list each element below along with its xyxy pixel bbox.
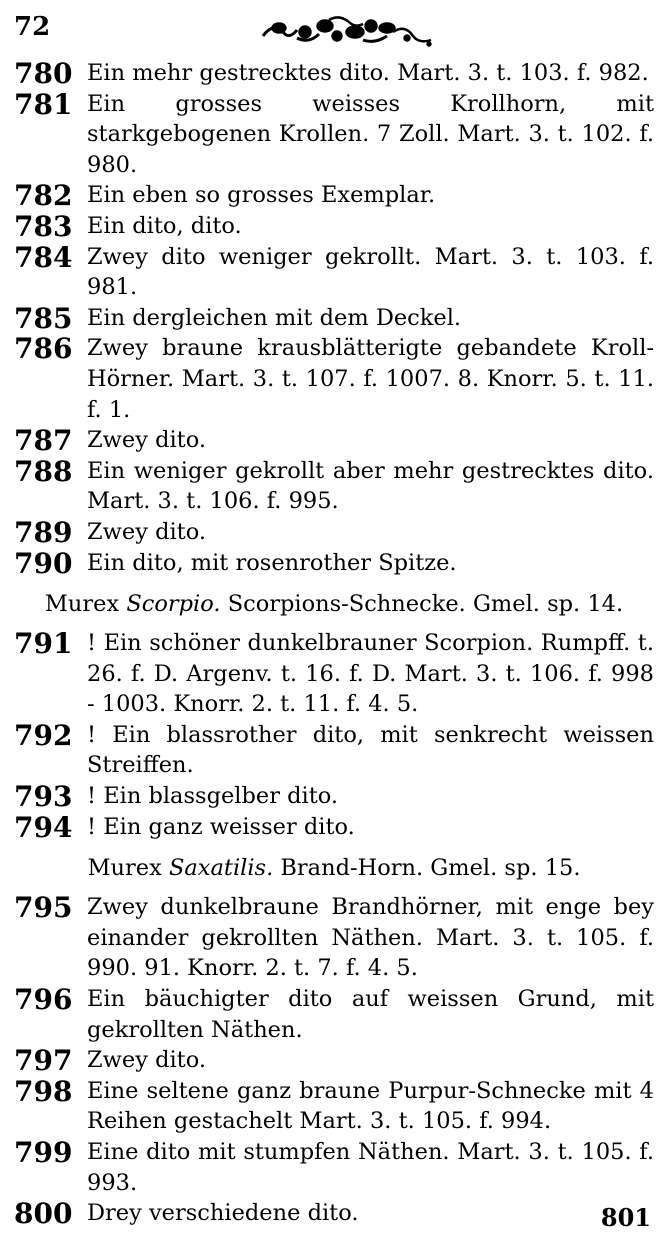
entry-number: 793 (14, 780, 73, 814)
catalogue-entry (14, 89, 654, 181)
entry-text: Zwey braune krausblätterigte gebandete Kroll-Hörner. Mart. 3. t. 107. f. 1007. 8. Knorr. 5. t. 11. f. 1. (87, 335, 654, 423)
entry-text: Ein dergleichen mit dem Deckel. (87, 304, 462, 331)
page-header (14, 2, 654, 50)
catalogue-entry (14, 892, 654, 984)
catalogue-entry (14, 58, 654, 89)
catchword: 801 (600, 1203, 651, 1232)
entry-number: 788 (14, 454, 73, 488)
section-genus: Murex (44, 591, 120, 618)
entry-text: Ein mehr gestrecktes dito. Mart. 3. t. 103. f. 982. (87, 60, 649, 86)
entry-text: Ein dito, mit rosenrother Spitze. (87, 549, 457, 576)
catalogue-entry (14, 180, 654, 211)
catalogue-entry (14, 1198, 654, 1229)
section-heading-scorpio (14, 589, 654, 619)
catalogue-entry (14, 720, 654, 781)
entry-text: Ein eben so grosses Exemplar. (87, 182, 436, 209)
entry-text: Zwey dito. (87, 518, 207, 545)
catalogue-entry (14, 812, 654, 843)
entry-text: ! Ein ganz weisser dito. (87, 813, 355, 840)
entry-number: 790 (14, 546, 73, 580)
entry-number: 781 (14, 87, 73, 121)
entry-text: ! Ein schöner dunkelbrauner Scorpion. Rumpff. t. 26. f. D. Argenv. t. 16. f. D. Mart. 3. t. 106. f. 998 - 1003. Knorr. 2. t. 11. f. 4. 5. (87, 630, 654, 718)
catalogue-entry (14, 1045, 654, 1076)
entry-text: Eine dito mit stumpfen Näthen. Mart. 3. t. 105. f. 993. (87, 1139, 654, 1196)
catalogue-entry (14, 781, 654, 812)
entry-text: ! Ein blassrother dito, mit senkrecht weissen Streiffen. (87, 721, 654, 779)
catalogue-entry (14, 242, 654, 303)
page-number: 72 (14, 12, 51, 42)
entry-number: 798 (14, 1074, 73, 1108)
section-genus: Murex (87, 855, 162, 882)
entry-number: 782 (14, 179, 73, 213)
catalogue-entry (14, 548, 654, 579)
entry-number: 780 (14, 57, 73, 90)
catalogue-entry (14, 984, 654, 1045)
entry-number: 789 (14, 515, 73, 549)
entry-number: 796 (14, 983, 73, 1017)
catalogue-entry (14, 517, 654, 548)
entry-text: ! Ein blassgelber dito. (87, 783, 339, 810)
entry-number: 800 (14, 1197, 73, 1231)
section-description: Brand-Horn. Gmel. sp. 15. (280, 855, 581, 882)
entry-number: 784 (14, 240, 73, 274)
catalogue-entry (14, 211, 654, 242)
entry-number: 786 (14, 332, 73, 366)
entry-number: 787 (14, 424, 73, 458)
section-heading-saxatilis (14, 853, 654, 883)
catalogue-entry (14, 456, 654, 517)
catalogue-entry (14, 303, 654, 334)
entry-number: 797 (14, 1044, 73, 1078)
entry-number: 795 (14, 891, 73, 925)
entry-number: 799 (14, 1136, 73, 1169)
entry-text: Zwey dito weniger gekrollt. Mart. 3. t. 103. f. 981. (87, 243, 654, 301)
catalogue-entry (14, 333, 654, 425)
section-description: Scorpions-Schnecke. Gmel. sp. 14. (227, 591, 624, 618)
catalogue-entry (14, 628, 654, 720)
entry-text: Drey verschiedene dito. (87, 1200, 359, 1227)
section-species: Scorpio. (126, 591, 221, 618)
catalogue-entry (14, 1076, 654, 1137)
entry-text: Ein dito, dito. (87, 212, 242, 239)
entry-number: 792 (14, 718, 73, 752)
entry-number: 783 (14, 209, 73, 243)
entry-text: Zwey dunkelbraune Brandhörner, mit enge bey einander gekrollten Näthen. Mart. 3. t. 105. f. 990. 91. Knorr. 2. t. 7. f. 4. 5. (87, 894, 654, 982)
floral-ornament-icon (259, 14, 439, 52)
section-species: Saxatilis. (168, 855, 274, 882)
entry-text: Ein bäuchigter dito auf weissen Grund, mit gekrollten Näthen. (87, 986, 654, 1043)
entry-text: Eine seltene ganz braune Purpur-Schnecke mit 4 Reihen gestachelt Mart. 3. t. 105. f. 994. (87, 1077, 654, 1135)
entry-text: Ein weniger gekrollt aber mehr gestrecktes dito. Mart. 3. t. 106. f. 995. (87, 457, 654, 515)
entry-text: Zwey dito. (87, 427, 207, 454)
entry-text: Zwey dito. (87, 1047, 207, 1074)
catalogue-content (14, 58, 654, 1229)
entry-number: 785 (14, 301, 73, 335)
catalogue-entry (14, 425, 654, 456)
entry-number: 794 (14, 810, 73, 844)
entry-text: Ein grosses weisses Krollhorn, mit starkgebogenen Krollen. 7 Zoll. Mart. 3. t. 102. f. 980. (87, 90, 654, 178)
entry-number: 791 (14, 627, 73, 661)
catalogue-entry (14, 1137, 654, 1198)
